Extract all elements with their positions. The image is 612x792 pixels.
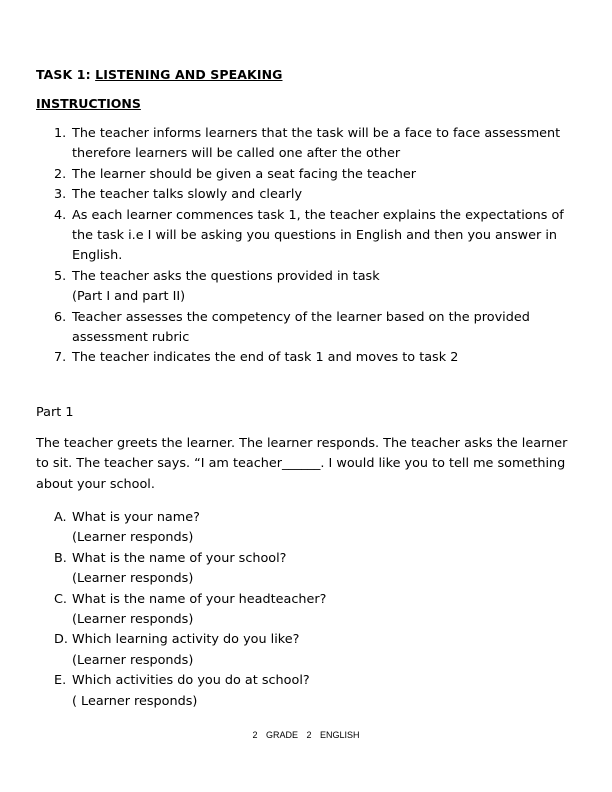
question-item: E. Which activities do you do at school? ( Learner responds) [54,673,310,709]
learner-response: ( Learner responds) [72,693,198,709]
instructions-list [36,124,581,369]
instructions-heading: INSTRUCTIONS [36,96,141,111]
task-prefix: TASK 1: [36,67,96,82]
learner-response: (Learner responds) [72,652,194,668]
questions-list [36,508,581,712]
instruction-item: 5. The teacher asks the questions provided in task (Part I and part II) [54,268,380,305]
instruction-item: 3. The teacher talks slowly and clearly [54,187,303,203]
instruction-item: 2. The learner should be given a seat facing the teacher [54,166,417,182]
part1-intro: The teacher greets the learner. The learner responds. The teacher asks the learner to sit. The teacher says. “I am teacher______. I would like you to tell me something about your school. [36,436,568,492]
question-item: C. What is the name of your headteacher? (Learner responds) [54,591,327,628]
instruction-subtext: (Part I and part II) [72,289,186,305]
learner-response: (Learner responds) [72,612,194,628]
part1-heading: Part 1 [36,405,74,420]
footer-label: GRADE 2 ENGLISH [266,730,360,740]
page-footer [0,730,612,740]
page-number: 2 [252,730,258,740]
task-name: LISTENING AND SPEAKING [95,67,283,82]
instruction-item: 6. Teacher assesses the competency of the learner based on the provided assessment rubric [54,309,530,346]
question-item: A. What is your name? (Learner responds) [54,510,200,546]
question-item: D. Which learning activity do you like? (Learner responds) [54,632,300,668]
learner-response: (Learner responds) [72,571,194,587]
task-title [36,67,283,82]
instruction-item: 7. The teacher indicates the end of task 1 and moves to task 2 [54,350,459,366]
instruction-item: 4. As each learner commences task 1, the teacher explains the expectations of the task i.e I will be asking you questions in English and then you answer in English. [54,207,564,264]
question-item: B. What is the name of your school? (Learner responds) [54,550,287,587]
learner-response: (Learner responds) [72,530,194,546]
instruction-item: 1. The teacher informs learners that the task will be a face to face assessment therefore learners will be called one after the other [54,126,561,162]
